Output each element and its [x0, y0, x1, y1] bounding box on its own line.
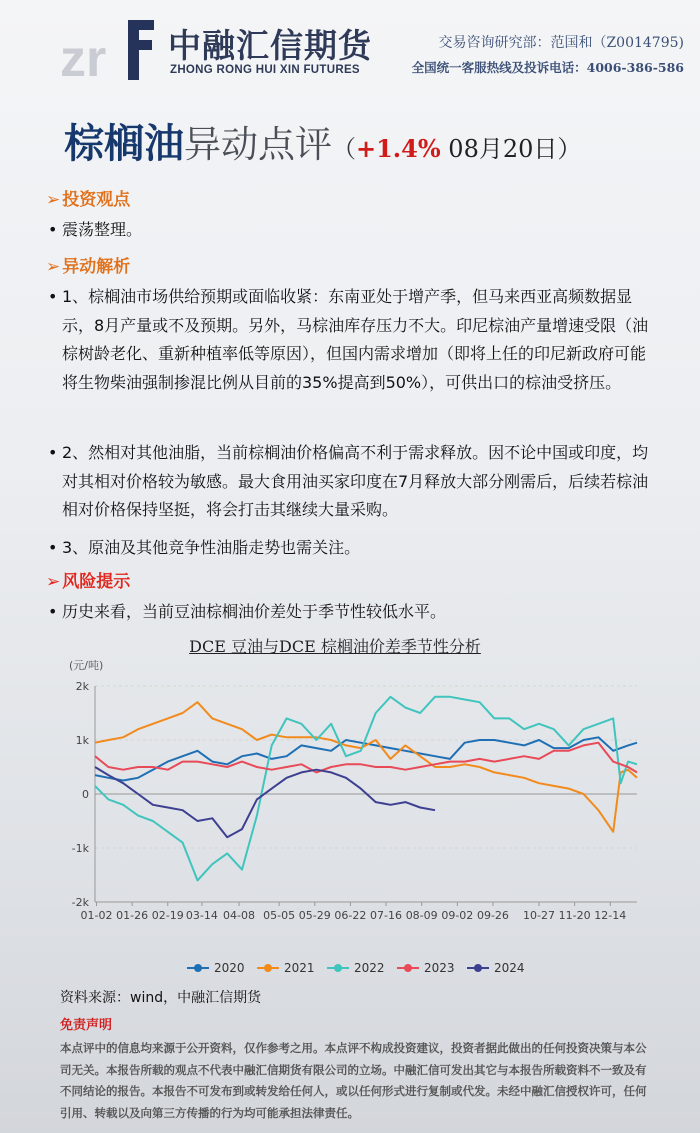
legend-label-2024: 2024	[494, 961, 525, 975]
disclaimer-title: 免责声明	[60, 1018, 113, 1033]
title-product: 棕榈油	[64, 120, 184, 167]
legend-label-2020: 2020	[214, 961, 245, 975]
series-line-2020	[95, 737, 637, 780]
legend-label-2021: 2021	[284, 961, 315, 975]
y-tick-label: 2k	[75, 680, 89, 693]
list-item	[48, 216, 660, 245]
company-name-en: ZHONG RONG HUI XIN FUTURES	[170, 64, 360, 76]
title-kind: 异动点评	[184, 123, 332, 166]
section-heading-risk	[46, 567, 130, 592]
y-axis-label: (元/吨)	[69, 659, 104, 672]
disclaimer-text: 本点评中的信息均来源于公开资料，仅作参考之用。本点评不构成投资建议，投资者据此做出的任何投资决策与本公司无关。本报告所载的观点不代表中融汇信期货有限公司的立场。中融汇信可发出其它与本报告所载资料不一致及有不同结论的报告。本报告不可发布到或转发给任何人，或以任何形式进行复制或代发。未经中融汇信授权许可，任何引用、转载以及向第三方传播的行为均可能承担法律责任。	[60, 1041, 647, 1120]
list-item	[48, 534, 660, 563]
bullet-icon: •	[48, 538, 58, 557]
bullet-icon: •	[48, 602, 58, 621]
x-tick-label: 09-26	[476, 909, 509, 922]
x-tick-label: 12-14	[594, 909, 627, 922]
list-item	[48, 439, 660, 525]
title-date: 08月20日）	[440, 135, 582, 163]
analysis-item-1: 1、棕榈油市场供给预期或面临收紧：东南亚处于增产季，但马来西亚高频数据显示，8月产量或不及预期。另外，马棕油库存压力不大。印尼棕油产量增速受限（油棕树龄老化、重新种植率低等原因），但国内需求增加（即将上任的印尼新政府可能将生物柴油强制掺混比例从目前的35%提高到50%），可供出口的棕油受挤压。	[62, 287, 649, 392]
x-tick-label: 02-19	[151, 909, 184, 922]
report-title	[64, 112, 581, 169]
legend-label-2023: 2023	[424, 961, 455, 975]
title-change: +1.4%	[356, 134, 441, 163]
svg-text:zr: zr	[60, 30, 107, 84]
hotline-line: 全国统一客服热线及投诉电话：4006-386-586	[411, 60, 684, 75]
view-text: 震荡整理。	[62, 220, 143, 239]
chevron-right-icon: ➢	[46, 572, 61, 592]
x-tick-label: 06-22	[334, 909, 367, 922]
chevron-right-icon: ➢	[46, 190, 61, 210]
section-heading-view	[46, 185, 130, 210]
x-tick-label: 04-08	[223, 909, 256, 922]
list-item	[48, 283, 660, 397]
series-line-2022	[95, 697, 637, 881]
y-tick-label: 1k	[75, 734, 89, 747]
legend-label-2022: 2022	[354, 961, 385, 975]
y-tick-label: 0	[82, 788, 89, 801]
x-tick-label: 10-27	[523, 909, 555, 922]
spread-seasonal-chart	[55, 652, 655, 982]
legend-marker-2023	[404, 964, 412, 972]
legend-marker-2022	[334, 964, 342, 972]
x-tick-label: 05-29	[298, 909, 331, 922]
chart-title: DCE 豆油与DCE 棕榈油价差季节性分析	[189, 637, 481, 656]
view-heading-label: 投资观点	[62, 190, 131, 210]
title-open-paren: （	[332, 135, 356, 163]
y-tick-label: -1k	[71, 842, 89, 855]
company-logo-icon	[58, 14, 158, 84]
legend-marker-2020	[194, 964, 202, 972]
x-tick-label: 03-14	[185, 909, 218, 922]
bullet-icon: •	[48, 287, 58, 306]
chevron-right-icon: ➢	[46, 257, 61, 277]
x-tick-label: 07-16	[370, 909, 403, 922]
x-tick-label: 05-05	[263, 909, 296, 922]
x-tick-label: 11-20	[558, 909, 591, 922]
x-tick-label: 01-26	[116, 909, 149, 922]
section-heading-analysis	[46, 252, 130, 277]
list-item	[48, 598, 660, 627]
analysis-heading-label: 异动解析	[62, 257, 131, 277]
risk-text: 历史来看，当前豆油棕榈油价差处于季节性较低水平。	[62, 602, 447, 621]
bullet-icon: •	[48, 220, 58, 239]
analysis-item-3: 3、原油及其他竞争性油脂走势也需关注。	[62, 538, 361, 557]
company-name-cn: 中融汇信期货	[168, 26, 372, 65]
x-tick-label: 09-02	[441, 909, 474, 922]
x-tick-label: 08-09	[405, 909, 438, 922]
analyst-line: 交易咨询研究部：范国和（Z0014795)	[438, 35, 684, 51]
risk-heading-label: 风险提示	[62, 572, 131, 592]
y-tick-label: -2k	[71, 896, 89, 909]
x-tick-label: 01-02	[80, 909, 113, 922]
legend-marker-2024	[474, 964, 482, 972]
series-line-2021	[95, 702, 637, 832]
legend-marker-2021	[264, 964, 272, 972]
data-source: 资料来源：wind，中融汇信期货	[60, 990, 262, 1006]
analysis-item-2: 2、然相对其他油脂，当前棕榈油价格偏高不利于需求释放。因不论中国或印度，均对其相对价格较为敏感。最大食用油买家印度在7月释放大部分刚需后，后续若棕油相对价格保持坚挺，将会打击其继续大量采购。	[62, 443, 649, 520]
contact-info	[412, 32, 684, 76]
bullet-icon: •	[48, 443, 58, 462]
